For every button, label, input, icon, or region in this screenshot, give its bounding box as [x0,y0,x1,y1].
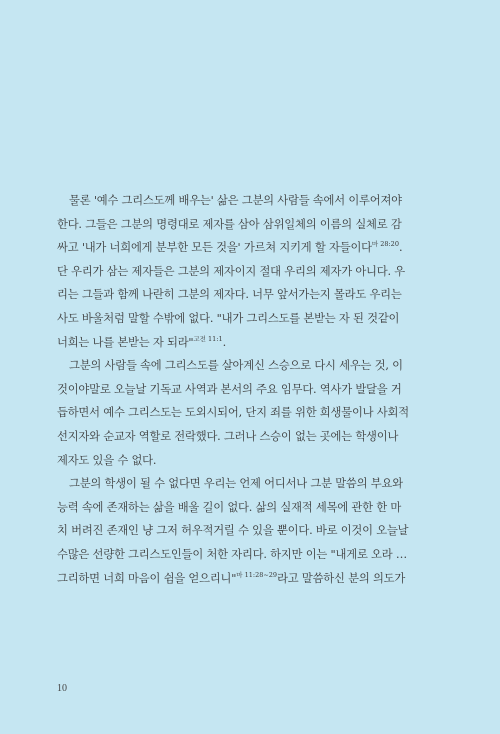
text-line: 듭하면서 예수 그리스도는 도외시되어, 단지 죄를 위한 희생물이나 사회적 [57,406,409,420]
text-line: 수많은 선량한 그리스도인들이 처한 자리다. 하지만 이는 "내게로 오라 … [57,547,407,561]
text-line: 선지자와 순교자 역할로 전락했다. 그러나 스승이 없는 곳에는 학생이나 [57,429,399,443]
text-line: 그분의 학생이 될 수 없다면 우리는 언제 어디서나 그분 말씀의 부요와 [69,477,403,491]
text-segment: . [222,335,227,349]
text-line: 한다. 그들은 그분의 명령대로 제자를 삼아 삼위일체의 이름의 실체로 감 [57,217,402,231]
text-line: 물론 '예수 그리스도께 배우는' 삶은 그분의 사람들 속에서 이루어져야 [69,194,402,207]
page-body [57,189,443,590]
text-line [57,567,443,591]
text-line: 단 우리가 삼는 제자들은 그분의 제자이지 절대 우리의 제자가 아니다. 우 [57,264,405,278]
text-line: 능력 속에 존재하는 삶을 배울 길이 없다. 삶의 실재적 세목에 관한 한 마 [57,500,402,514]
text-line: 제자도 있을 수 없다. [57,453,157,467]
text-line: 것이야말로 오늘날 기독교 사역과 본서의 주요 임무다. 역사가 발달을 거 [57,382,402,396]
paragraph-1 [57,189,443,354]
scripture-reference: 마 11:28~29 [236,570,278,579]
text-line [57,331,443,355]
paragraph-3 [57,472,443,590]
text-segment: 싸고 '내가 너희에게 분부한 모든 것을' 가르쳐 지키게 할 자들이다 [57,241,372,255]
text-segment: 라고 말씀하신 분의 의도가 [277,571,406,585]
paragraph-2 [57,354,443,472]
text-segment: 그리하면 너희 마음이 쉼을 얻으리니" [57,571,237,585]
text-line [57,236,443,260]
scripture-reference: 마 28:20 [371,240,399,249]
text-line: 리는 그들과 함께 나란히 그분의 제자다. 너무 앞서가는지 몰라도 우리는 [57,288,402,302]
page-number: 10 [57,683,67,694]
text-line: 그분의 사람들 속에 그리스도를 살아계신 스승으로 다시 세우는 것, 이 [69,359,403,373]
text-line: 치 버려진 존재인 냥 그저 허우적거릴 수 있을 뿐이다. 바로 이것이 오늘날 [57,524,409,538]
text-line: 사도 바울처럼 말할 수밖에 없다. "내가 그리스도를 본받는 자 된 것같이 [57,311,400,325]
text-segment: 너희는 나를 본받는 자 되라" [57,335,194,349]
text-segment: . [398,241,403,255]
scripture-reference: 고전 11:1 [193,334,223,343]
